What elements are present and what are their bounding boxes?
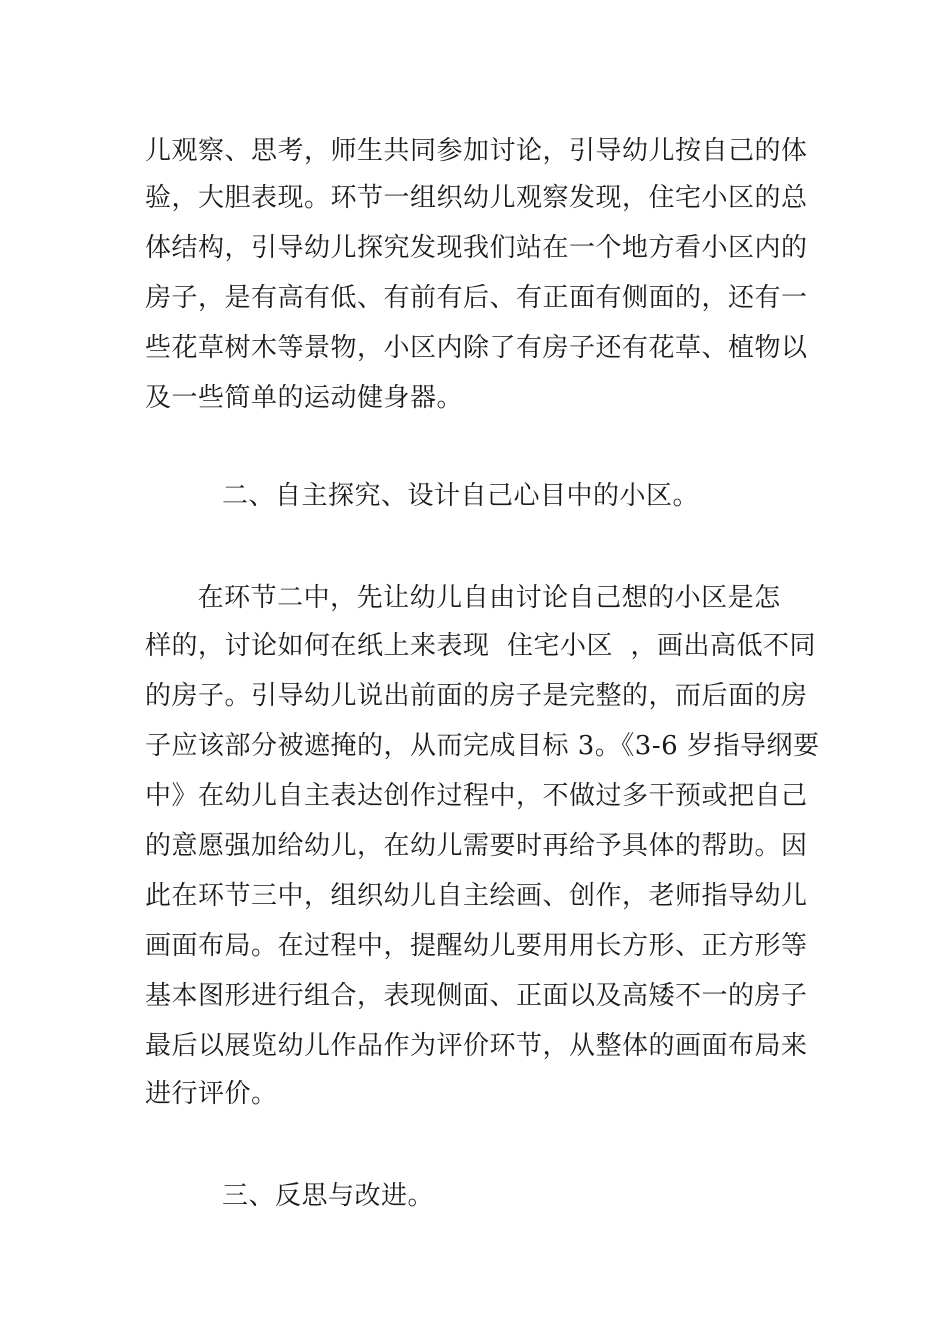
paragraph-2-line-6: 的意愿强加给幼儿，在幼儿需要时再给予具体的帮助。因 <box>145 831 808 861</box>
paragraph-2-line-11: 进行评价。 <box>145 1079 278 1109</box>
paragraph-1-line-1: 儿观察、思考，师生共同参加讨论，引导幼儿按自己的体 <box>145 136 808 166</box>
paragraph-1-line-3: 体结构，引导幼儿探究发现我们站在一个地方看小区内的 <box>145 233 808 263</box>
paragraph-2-line-3: 的房子。引导幼儿说出前面的房子是完整的，而后面的房 <box>145 681 808 711</box>
paragraph-1-line-5: 些花草树木等景物，小区内除了有房子还有花草、植物以 <box>145 333 808 363</box>
paragraph-2-line-1: 在环节二中，先让幼儿自由讨论自己想的小区是怎 <box>145 583 781 613</box>
paragraph-1-line-2: 验，大胆表现。环节一组织幼儿观察发现，住宅小区的总 <box>145 183 808 213</box>
paragraph-1-line-4: 房子，是有高有低、有前有后、有正面有侧面的，还有一 <box>145 283 808 313</box>
paragraph-2-line-10: 最后以展览幼儿作品作为评价环节，从整体的画面布局来 <box>145 1031 808 1061</box>
paragraph-2-line-8: 画面布局。在过程中，提醒幼儿要用用长方形、正方形等 <box>145 931 808 961</box>
paragraph-2-line-5: 中》在幼儿自主表达创作过程中，不做过多干预或把自己 <box>145 781 808 811</box>
paragraph-1-line-6: 及一些简单的运动健身器。 <box>145 383 464 413</box>
paragraph-2-line-2: 样的，讨论如何在纸上来表现 住宅小区 ，画出高低不同 <box>145 631 817 661</box>
section-heading-3: 三、反思与改进。 <box>222 1181 435 1211</box>
paragraph-2-line-9: 基本图形进行组合，表现侧面、正面以及高矮不一的房子 <box>145 981 808 1011</box>
section-heading-2: 二、自主探究、设计自己心目中的小区。 <box>222 481 700 511</box>
paragraph-2-line-7: 此在环节三中，组织幼儿自主绘画、创作，老师指导幼儿 <box>145 881 808 911</box>
paragraph-2-line-4: 子应该部分被遮掩的，从而完成目标 3。《3-6 岁指导纲要 <box>145 731 820 761</box>
